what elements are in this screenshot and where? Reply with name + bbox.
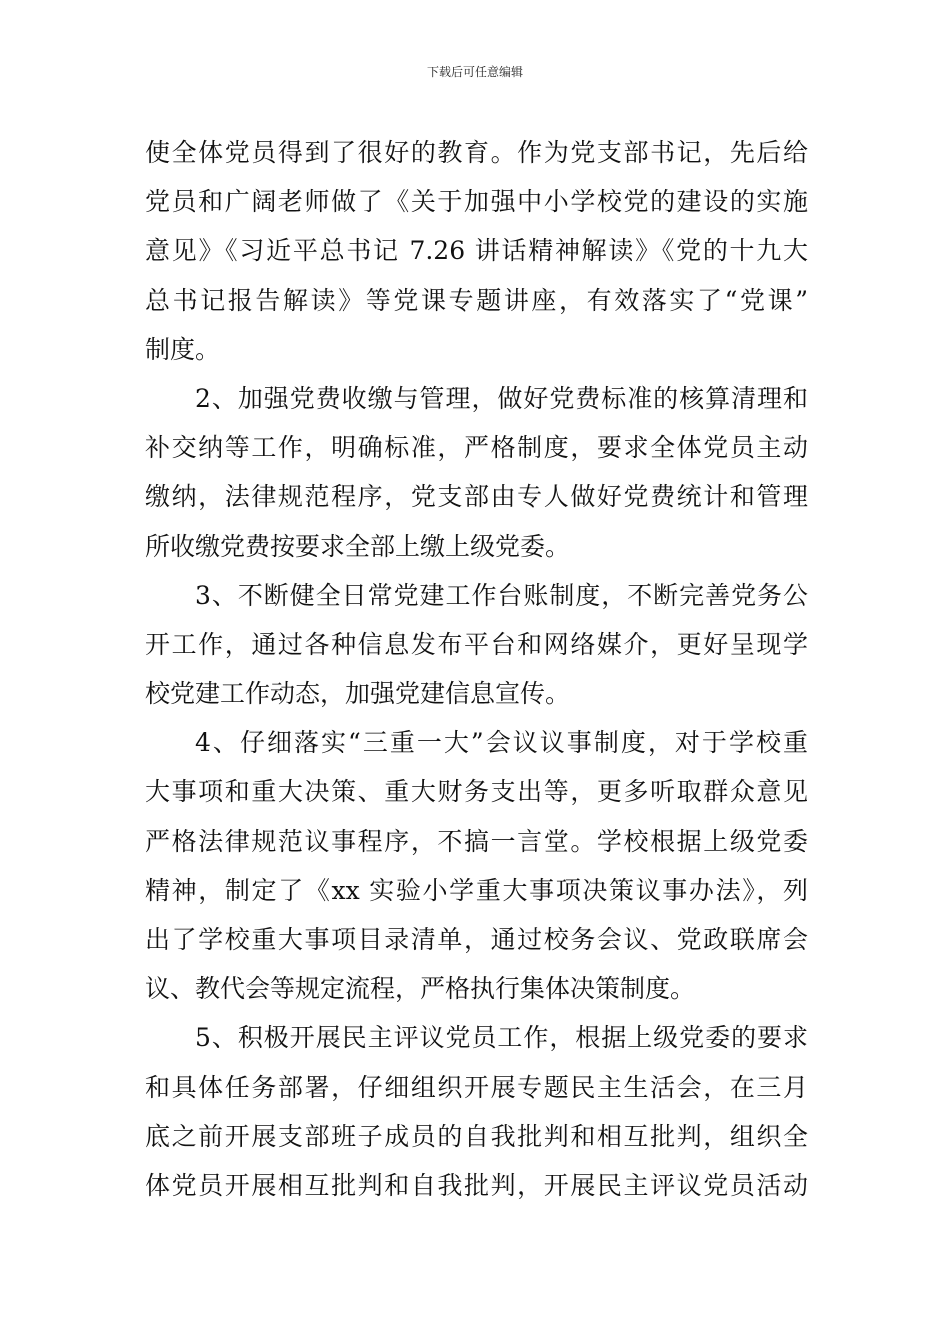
- text-line: 意见》《习近平总书记 7.26 讲话精神解读》《党的十九大: [145, 236, 808, 266]
- paragraph-first-line: 2、加强党费收缴与管理，做好党费标准的核算清理和: [195, 383, 808, 413]
- paragraph-first-line: 4、仔细落实“三重一大”会议议事制度，对于学校重: [195, 728, 808, 758]
- text-line: 体党员开展相互批判和自我批判，开展民主评议党员活动: [145, 1170, 808, 1200]
- text-line: 出了学校重大事项目录清单，通过校务会议、党政联席会: [145, 925, 808, 954]
- text-line: 开工作，通过各种信息发布平台和网络媒介，更好呈现学: [145, 629, 808, 659]
- paragraph-first-line: 3、不断健全日常党建工作台账制度，不断完善党务公: [195, 580, 808, 610]
- text-line: 校党建工作动态，加强党建信息宣传。: [145, 679, 571, 709]
- text-line: 底之前开展支部班子成员的自我批判和相互批判，组织全: [145, 1121, 808, 1151]
- text-line: 大事项和重大决策、重大财务支出等，更多听取群众意见: [145, 777, 808, 807]
- text-line: 缴纳，法律规范程序，党支部由专人做好党费统计和管理: [145, 482, 808, 512]
- text-line: 议、教代会等规定流程，严格执行集体决策制度。: [145, 974, 696, 1004]
- page-header: 下载后可任意编辑: [426, 65, 523, 79]
- text-line: 精神，制定了《xx 实验小学重大事项决策议事办法》，列: [145, 875, 808, 905]
- text-line: 党员和广阔老师做了《关于加强中小学校党的建设的实施: [145, 187, 808, 217]
- text-line: 使全体党员得到了很好的教育。作为党支部书记，先后给: [145, 138, 808, 167]
- text-line: 补交纳等工作，明确标准，严格制度，要求全体党员主动: [145, 433, 808, 463]
- document-body: [145, 128, 808, 1210]
- paragraph-first-line: 5、积极开展民主评议党员工作，根据上级党委的要求: [195, 1023, 808, 1053]
- text-line: 总书记报告解读》等党课专题讲座，有效落实了“党课”: [145, 285, 808, 315]
- text-line: 严格法律规范议事程序，不搞一言堂。学校根据上级党委: [145, 826, 808, 856]
- text-line: 和具体任务部署，仔细组织开展专题民主生活会，在三月: [145, 1072, 808, 1102]
- text-line: 所收缴党费按要求全部上缴上级党委。: [145, 531, 571, 561]
- text-line: 制度。: [145, 334, 221, 364]
